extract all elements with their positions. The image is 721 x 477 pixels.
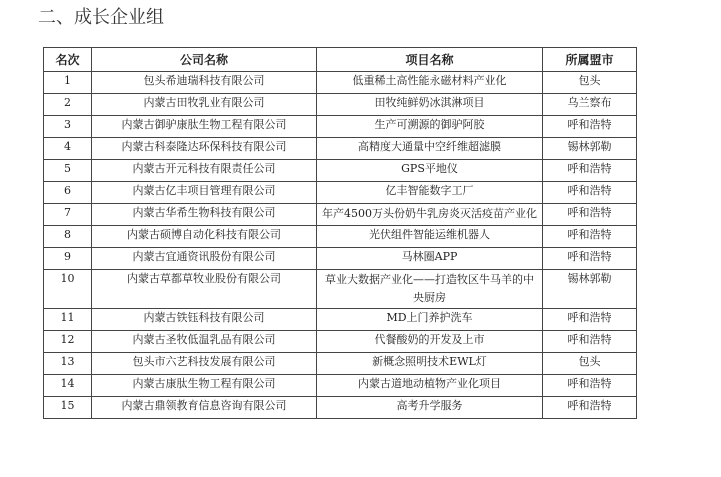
company-cell: 内蒙古田牧乳业有限公司 [92, 94, 317, 116]
header-project: 项目名称 [317, 48, 543, 72]
rank-cell: 5 [44, 160, 92, 182]
table-row [44, 94, 637, 116]
city-cell: 锡林郭勒 [543, 270, 637, 309]
project-cell: 低重稀土高性能永磁材料产业化 [317, 72, 543, 94]
table-row [44, 204, 637, 226]
project-cell: GPS平地仪 [317, 160, 543, 182]
rank-cell: 1 [44, 72, 92, 94]
project-cell: 代餐酸奶的开发及上市 [317, 331, 543, 353]
table-row [44, 248, 637, 270]
rank-cell: 9 [44, 248, 92, 270]
city-cell: 呼和浩特 [543, 375, 637, 397]
project-cell: 新概念照明技术EWL灯 [317, 353, 543, 375]
city-cell: 呼和浩特 [543, 309, 637, 331]
company-cell: 内蒙古鼎领教育信息咨询有限公司 [92, 397, 317, 419]
project-cell: 年产4500万头份奶牛乳房炎灭活疫苗产业化 [317, 204, 543, 226]
project-cell: 田牧纯鲜奶冰淇淋项目 [317, 94, 543, 116]
city-cell: 乌兰察布 [543, 94, 637, 116]
ranking-table [43, 47, 637, 419]
city-cell: 包头 [543, 353, 637, 375]
section-title: 二、成长企业组 [38, 7, 164, 28]
project-cell: 高精度大通量中空纤维超滤膜 [317, 138, 543, 160]
table-row [44, 375, 637, 397]
project-cell: 马林圈APP [317, 248, 543, 270]
header-rank: 名次 [44, 48, 92, 72]
company-cell: 内蒙古华希生物科技有限公司 [92, 204, 317, 226]
rank-cell: 15 [44, 397, 92, 419]
company-cell: 内蒙古铁钰科技有限公司 [92, 309, 317, 331]
city-cell: 锡林郭勒 [543, 138, 637, 160]
table-row [44, 331, 637, 353]
rank-cell: 7 [44, 204, 92, 226]
table-row [44, 160, 637, 182]
company-cell: 内蒙古圣牧低温乳品有限公司 [92, 331, 317, 353]
rank-cell: 11 [44, 309, 92, 331]
company-cell: 内蒙古硕博自动化科技有限公司 [92, 226, 317, 248]
city-cell: 呼和浩特 [543, 331, 637, 353]
city-cell: 呼和浩特 [543, 248, 637, 270]
company-cell: 内蒙古草都草牧业股份有限公司 [92, 270, 317, 309]
project-cell: 光伏组件智能运维机器人 [317, 226, 543, 248]
company-cell: 内蒙古亿丰项目管理有限公司 [92, 182, 317, 204]
company-cell: 内蒙古宜通资讯股份有限公司 [92, 248, 317, 270]
project-cell: 草业大数据产业化——打造牧区牛马羊的中央厨房 [317, 270, 543, 309]
table-row [44, 116, 637, 138]
project-cell: MD上门养护洗车 [317, 309, 543, 331]
table-row [44, 182, 637, 204]
rank-cell: 4 [44, 138, 92, 160]
rank-cell: 13 [44, 353, 92, 375]
city-cell: 呼和浩特 [543, 160, 637, 182]
project-cell: 内蒙古道地动植物产业化项目 [317, 375, 543, 397]
company-cell: 内蒙古御驴康肽生物工程有限公司 [92, 116, 317, 138]
rank-cell: 10 [44, 270, 92, 309]
table-row [44, 270, 637, 309]
rank-cell: 14 [44, 375, 92, 397]
rank-cell: 3 [44, 116, 92, 138]
project-cell: 生产可溯源的御驴阿胶 [317, 116, 543, 138]
city-cell: 呼和浩特 [543, 397, 637, 419]
table-header-row [44, 48, 637, 72]
city-cell: 呼和浩特 [543, 116, 637, 138]
project-cell: 高考升学服务 [317, 397, 543, 419]
table-row [44, 397, 637, 419]
table-row [44, 353, 637, 375]
table-row [44, 138, 637, 160]
city-cell: 包头 [543, 72, 637, 94]
city-cell: 呼和浩特 [543, 182, 637, 204]
table-row [44, 72, 637, 94]
city-cell: 呼和浩特 [543, 226, 637, 248]
rank-cell: 6 [44, 182, 92, 204]
header-company: 公司名称 [92, 48, 317, 72]
rank-cell: 8 [44, 226, 92, 248]
company-cell: 包头希迪瑞科技有限公司 [92, 72, 317, 94]
company-cell: 内蒙古康肽生物工程有限公司 [92, 375, 317, 397]
rank-cell: 12 [44, 331, 92, 353]
table-row [44, 226, 637, 248]
project-cell: 亿丰智能数字工厂 [317, 182, 543, 204]
company-cell: 内蒙古开元科技有限责任公司 [92, 160, 317, 182]
city-cell: 呼和浩特 [543, 204, 637, 226]
header-city: 所属盟市 [543, 48, 637, 72]
rank-cell: 2 [44, 94, 92, 116]
company-cell: 内蒙古科泰隆达环保科技有限公司 [92, 138, 317, 160]
table-row [44, 309, 637, 331]
company-cell: 包头市六艺科技发展有限公司 [92, 353, 317, 375]
